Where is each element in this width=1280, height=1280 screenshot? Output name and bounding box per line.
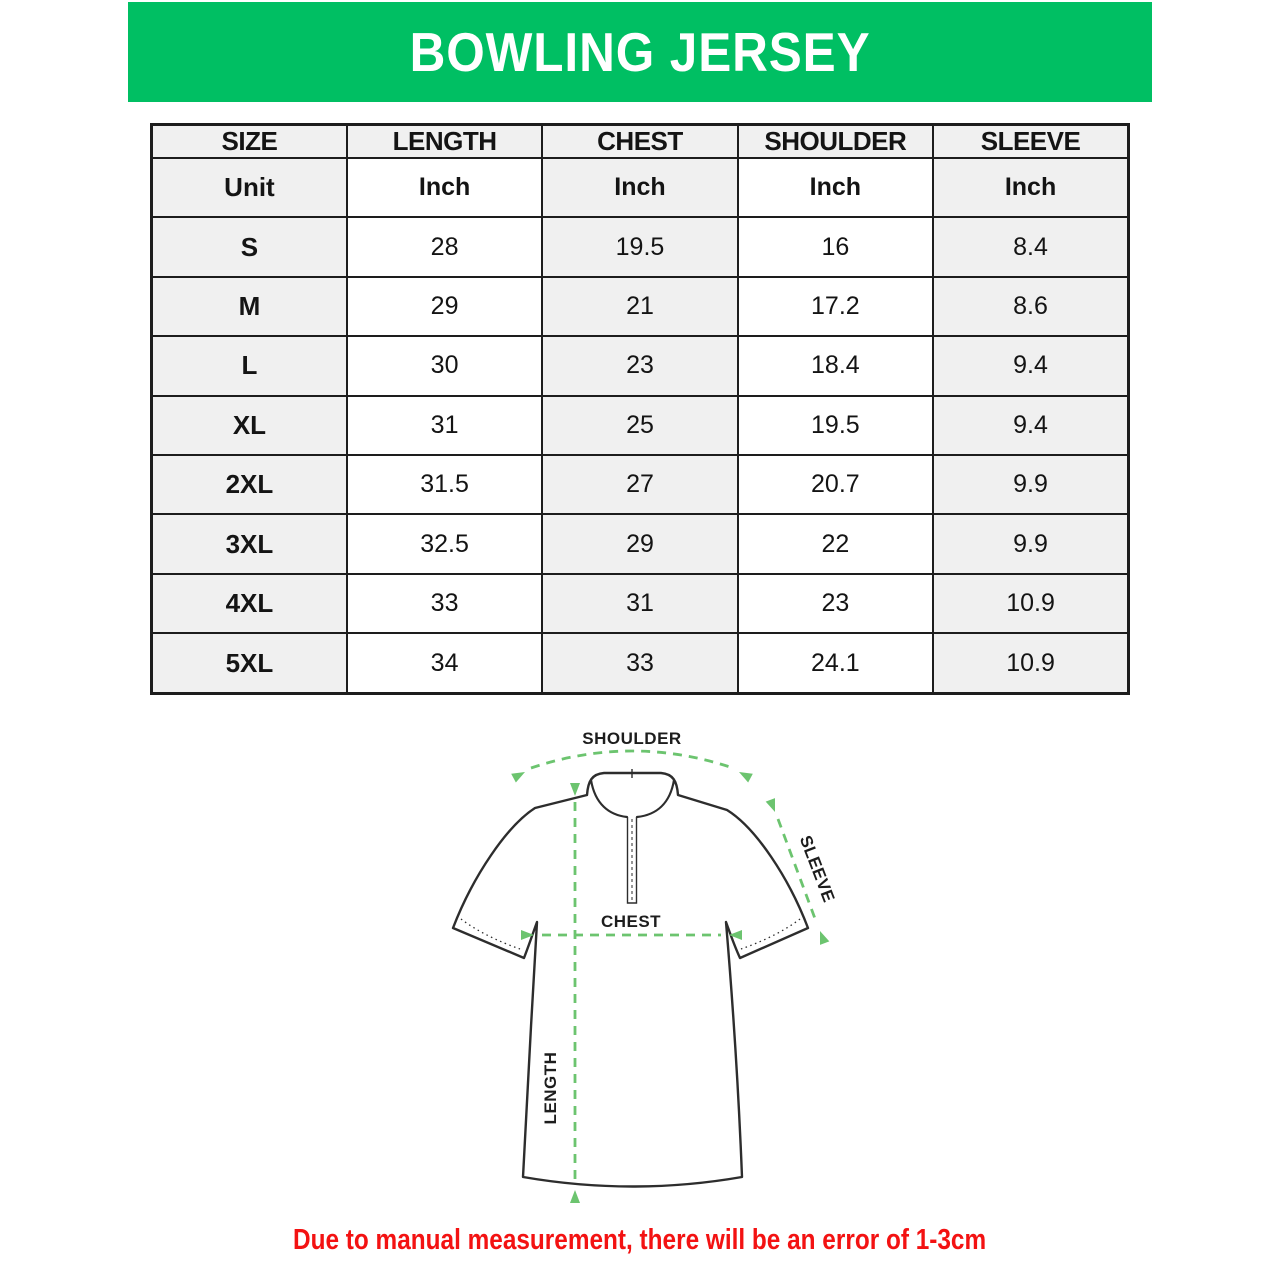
length-arrow-head-bottom	[570, 1190, 580, 1203]
value-cell: 9.4	[933, 396, 1128, 455]
page-title: BOWLING JERSEY	[409, 21, 871, 83]
row-label: 2XL	[152, 455, 347, 514]
table-row-5xl	[152, 633, 1129, 693]
row-label: 5XL	[152, 633, 347, 693]
value-cell: 10.9	[933, 633, 1128, 693]
size-chart-section	[150, 123, 1130, 695]
value-cell: 34	[347, 633, 542, 693]
table-row-s	[152, 217, 1129, 276]
table-row-4xl	[152, 574, 1129, 633]
value-cell: 29	[542, 514, 737, 573]
unit-cell: Inch	[542, 158, 737, 217]
value-cell: 9.9	[933, 514, 1128, 573]
shoulder-arrow	[531, 751, 733, 768]
unit-cell: Inch	[347, 158, 542, 217]
value-cell: 10.9	[933, 574, 1128, 633]
value-cell: 19.5	[738, 396, 933, 455]
row-label: XL	[152, 396, 347, 455]
header-row	[152, 125, 1129, 159]
value-cell: 27	[542, 455, 737, 514]
value-cell: 31	[347, 396, 542, 455]
value-cell: 21	[542, 277, 737, 336]
value-cell: 8.4	[933, 217, 1128, 276]
shoulder-arrow-head-right	[737, 768, 753, 783]
size-chart-table	[150, 123, 1130, 695]
column-header-size: SIZE	[152, 125, 347, 159]
column-header-shoulder: SHOULDER	[738, 125, 933, 159]
value-cell: 24.1	[738, 633, 933, 693]
title-banner	[128, 2, 1152, 102]
value-cell: 8.6	[933, 277, 1128, 336]
sleeve-arrow-head-bottom	[815, 929, 829, 945]
measurement-disclaimer	[0, 1224, 1280, 1257]
value-cell: 30	[347, 336, 542, 395]
row-label: M	[152, 277, 347, 336]
table-row-m	[152, 277, 1129, 336]
row-label: L	[152, 336, 347, 395]
column-header-sleeve: SLEEVE	[933, 125, 1128, 159]
unit-cell: Inch	[933, 158, 1128, 217]
row-label: 3XL	[152, 514, 347, 573]
value-cell: 9.9	[933, 455, 1128, 514]
value-cell: 31	[542, 574, 737, 633]
value-cell: 22	[738, 514, 933, 573]
table-row-3xl	[152, 514, 1129, 573]
shoulder-arrow-head-left	[511, 768, 527, 783]
sleeve-arrow-head-top	[766, 798, 780, 814]
length-label: LENGTH	[541, 1051, 560, 1125]
value-cell: 17.2	[738, 277, 933, 336]
value-cell: 23	[738, 574, 933, 633]
value-cell: 20.7	[738, 455, 933, 514]
table-row-2xl	[152, 455, 1129, 514]
value-cell: 25	[542, 396, 737, 455]
unit-cell: Inch	[738, 158, 933, 217]
value-cell: 28	[347, 217, 542, 276]
value-cell: 33	[542, 633, 737, 693]
column-header-chest: CHEST	[542, 125, 737, 159]
table-row-xl	[152, 396, 1129, 455]
shoulder-label: SHOULDER	[582, 729, 682, 748]
value-cell: 18.4	[738, 336, 933, 395]
column-header-length: LENGTH	[347, 125, 542, 159]
row-label: S	[152, 217, 347, 276]
value-cell: 33	[347, 574, 542, 633]
value-cell: 19.5	[542, 217, 737, 276]
value-cell: 23	[542, 336, 737, 395]
value-cell: 16	[738, 217, 933, 276]
chest-label: CHEST	[600, 912, 662, 931]
value-cell: 29	[347, 277, 542, 336]
disclaimer-text: Due to manual measurement, there will be an error of 1-3cm	[293, 1224, 987, 1256]
value-cell: 32.5	[347, 514, 542, 573]
value-cell: 31.5	[347, 455, 542, 514]
sleeve-label: SLEEVE	[795, 832, 839, 906]
length-arrow-head-top	[570, 783, 580, 796]
jersey-measurement-diagram	[420, 700, 870, 1210]
table-row-unit	[152, 158, 1129, 217]
row-label: Unit	[152, 158, 347, 217]
row-label: 4XL	[152, 574, 347, 633]
jersey-outline	[453, 773, 808, 1187]
table-row-l	[152, 336, 1129, 395]
value-cell: 9.4	[933, 336, 1128, 395]
